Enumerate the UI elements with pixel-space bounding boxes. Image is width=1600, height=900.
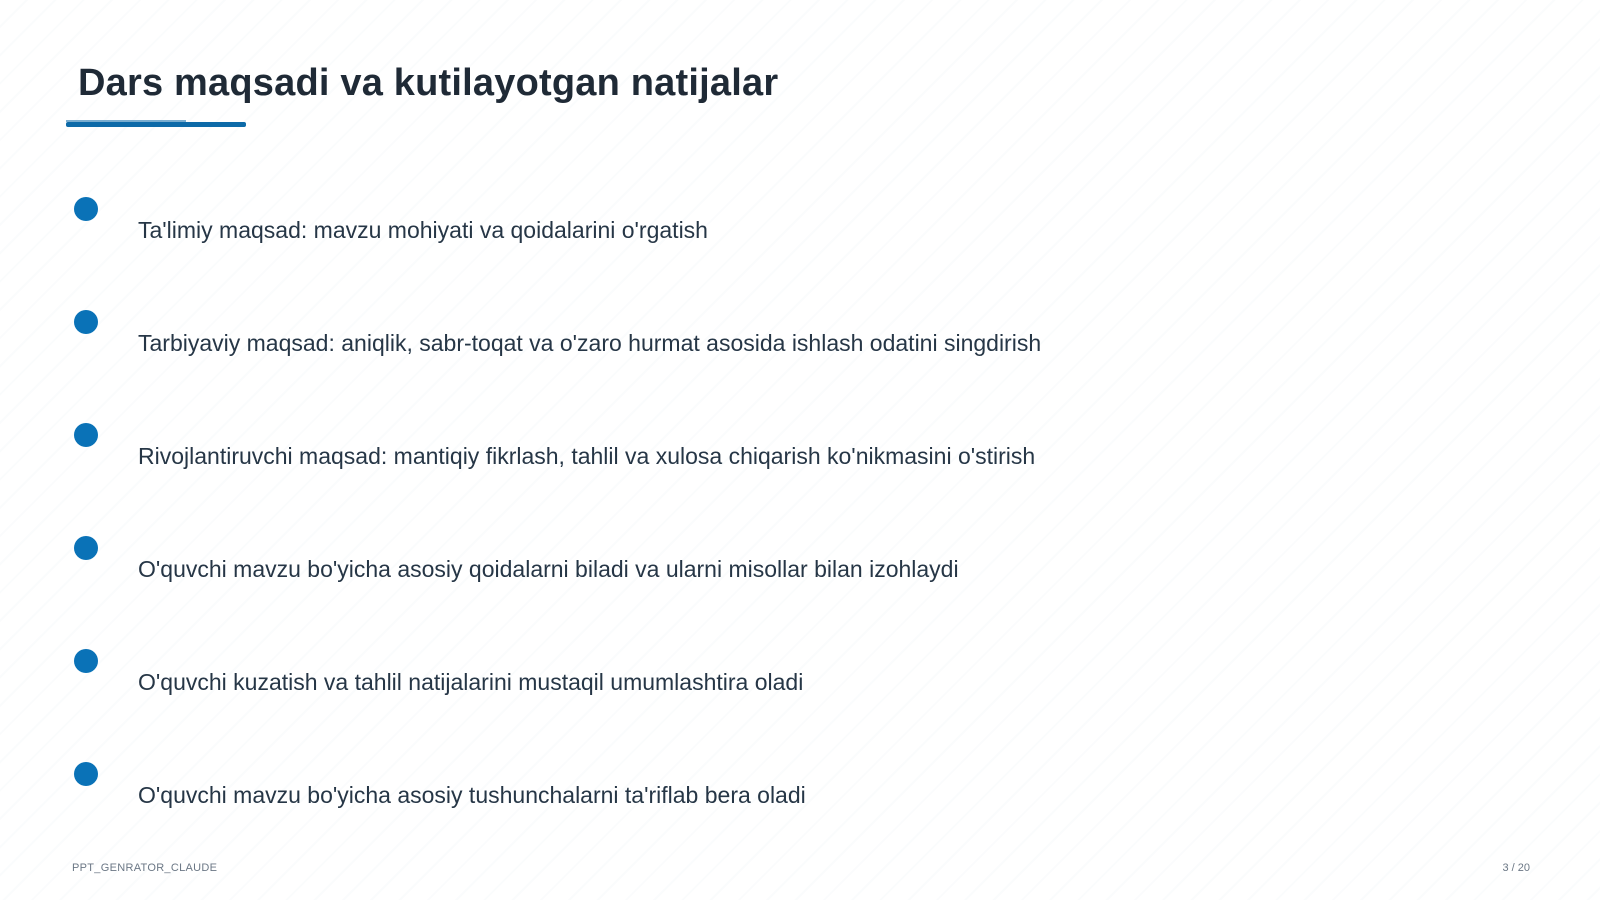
bullet-list [74,195,1494,873]
bullet-item [74,647,1494,760]
bullet-text: O'quvchi kuzatish va tahlil natijalarini mustaqil umumlashtira oladi [138,669,804,695]
bullet-text: Tarbiyaviy maqsad: aniqlik, sabr-toqat va o'zaro hurmat asosida ishlash odatini singdirish [138,330,1042,356]
bullet-text: Rivojlantiruvchi maqsad: mantiqiy fikrlash, tahlil va xulosa chiqarish ko'nikmasini o'stirish [138,443,1036,469]
title-underline [66,122,246,127]
bullet-item [74,421,1494,534]
footer-label: PPT_GENRATOR_CLAUDE [72,862,218,874]
slide-title: Dars maqsadi va kutilayotgan natijalar [78,62,779,104]
bullet-dot-icon [74,310,98,334]
bullet-item [74,534,1494,647]
bullet-text: O'quvchi mavzu bo'yicha asosiy qoidalarni biladi va ularni misollar bilan izohlaydi [138,556,959,582]
bullet-dot-icon [74,649,98,673]
bullet-dot-icon [74,536,98,560]
bullet-text: Ta'limiy maqsad: mavzu mohiyati va qoidalarini o'rgatish [138,217,708,243]
bullet-dot-icon [74,762,98,786]
bullet-dot-icon [74,197,98,221]
page-indicator: 3 / 20 [1502,862,1530,874]
bullet-item [74,308,1494,421]
bullet-item [74,195,1494,308]
bullet-item [74,760,1494,873]
bullet-dot-icon [74,423,98,447]
bullet-text: O'quvchi mavzu bo'yicha asosiy tushunchalarni ta'riflab bera oladi [138,782,806,808]
